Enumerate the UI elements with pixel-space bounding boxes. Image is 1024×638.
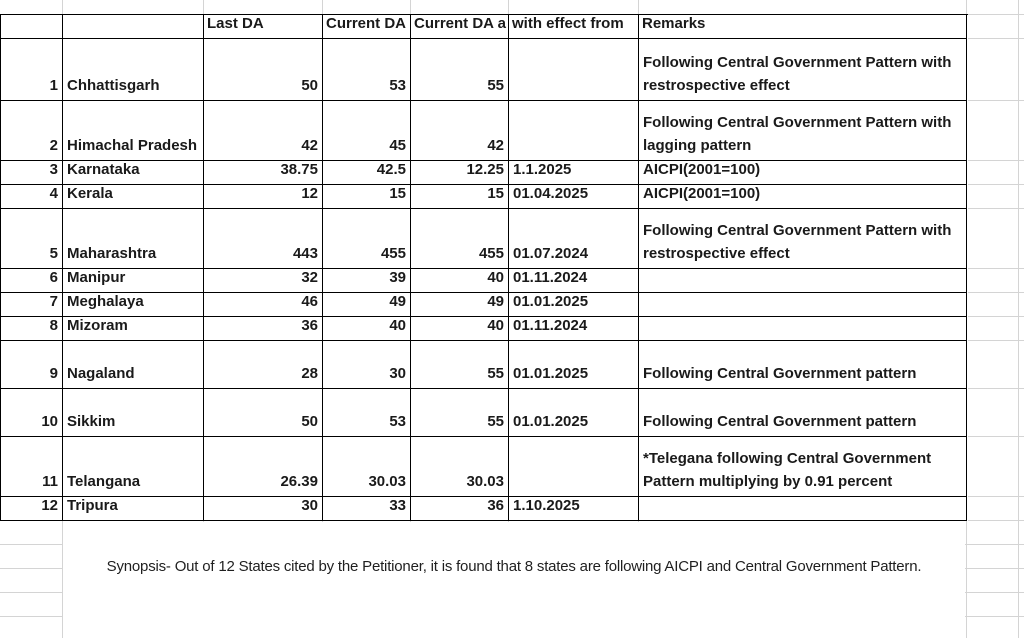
cell-last-da[interactable]: 443 (204, 209, 323, 269)
cell-state[interactable]: Nagaland (63, 341, 204, 389)
cell-state[interactable]: Telangana (63, 437, 204, 497)
cell-state[interactable]: Himachal Pradesh (63, 101, 204, 161)
cell-sno[interactable]: 8 (1, 317, 63, 341)
table-row (1, 39, 968, 101)
cell-effect-from[interactable]: 1.1.2025 (509, 161, 639, 185)
cell-state[interactable]: Manipur (63, 269, 204, 293)
cell-state[interactable]: Kerala (63, 185, 204, 209)
table-row (1, 497, 968, 521)
table-row (1, 101, 968, 161)
cell-remarks[interactable]: *Telegana following Central Government Pattern multiplying by 0.91 percent (639, 437, 967, 497)
cell-current-da-a[interactable]: 49 (411, 293, 509, 317)
cell-last-da[interactable]: 38.75 (204, 161, 323, 185)
table-row (1, 341, 968, 389)
cell-current-da[interactable]: 15 (323, 185, 411, 209)
cell-current-da[interactable]: 455 (323, 209, 411, 269)
cell-last-da[interactable]: 30 (204, 497, 323, 521)
cell-remarks[interactable]: Following Central Government Pattern with lagging pattern (639, 101, 967, 161)
table-row (1, 269, 968, 293)
cell-effect-from[interactable]: 01.11.2024 (509, 269, 639, 293)
cell-current-da[interactable]: 42.5 (323, 161, 411, 185)
table-row (1, 185, 968, 209)
cell-state[interactable]: Meghalaya (63, 293, 204, 317)
cell-last-da[interactable]: 42 (204, 101, 323, 161)
synopsis-text: Synopsis- Out of 12 States cited by the Petitioner, it is found that 8 states are following AICPI and Central Government Pattern. (106, 558, 922, 575)
cell-effect-from[interactable]: 01.11.2024 (509, 317, 639, 341)
cell-current-da-a[interactable]: 55 (411, 341, 509, 389)
cell-current-da-a[interactable]: 42 (411, 101, 509, 161)
cell-effect-from[interactable]: 01.04.2025 (509, 185, 639, 209)
cell-remarks[interactable]: Following Central Government Pattern with restrospective effect (639, 39, 967, 101)
table-body (1, 39, 968, 521)
gridline-vertical (1018, 0, 1019, 638)
cell-current-da[interactable]: 53 (323, 39, 411, 101)
table-row (1, 437, 968, 497)
cell-effect-from[interactable]: 01.01.2025 (509, 389, 639, 437)
cell-sno[interactable]: 1 (1, 39, 63, 101)
table-row (1, 209, 968, 269)
cell-current-da-a[interactable]: 36 (411, 497, 509, 521)
cell-sno[interactable]: 3 (1, 161, 63, 185)
cell-remarks[interactable]: Following Central Government Pattern with restrospective effect (639, 209, 967, 269)
cell-current-da-a[interactable]: 455 (411, 209, 509, 269)
cell-sno[interactable]: 11 (1, 437, 63, 497)
cell-remarks[interactable] (639, 317, 967, 341)
cell-state[interactable]: Tripura (63, 497, 204, 521)
cell-state[interactable]: Sikkim (63, 389, 204, 437)
table-row (1, 161, 968, 185)
cell-remarks[interactable] (639, 497, 967, 521)
da-table (0, 14, 968, 521)
cell-current-da[interactable]: 30 (323, 341, 411, 389)
cell-current-da[interactable]: 53 (323, 389, 411, 437)
cell-current-da-a[interactable]: 55 (411, 389, 509, 437)
cell-current-da-a[interactable]: 55 (411, 39, 509, 101)
cell-state[interactable]: Maharashtra (63, 209, 204, 269)
cell-remarks[interactable]: AICPI(2001=100) (639, 161, 967, 185)
header-cell-current-da-a[interactable]: Current DA a (411, 15, 509, 39)
cell-remarks[interactable] (639, 269, 967, 293)
cell-current-da[interactable]: 40 (323, 317, 411, 341)
cell-remarks[interactable] (639, 293, 967, 317)
cell-remarks[interactable]: Following Central Government pattern (639, 389, 967, 437)
cell-current-da[interactable]: 39 (323, 269, 411, 293)
cell-current-da-a[interactable]: 40 (411, 269, 509, 293)
cell-current-da-a[interactable]: 15 (411, 185, 509, 209)
cell-sno[interactable]: 5 (1, 209, 63, 269)
cell-current-da[interactable]: 45 (323, 101, 411, 161)
synopsis-cell[interactable] (63, 522, 965, 638)
cell-sno[interactable]: 6 (1, 269, 63, 293)
cell-current-da-a[interactable]: 30.03 (411, 437, 509, 497)
cell-effect-from[interactable] (509, 437, 639, 497)
header-cell-last-da[interactable]: Last DA (204, 15, 323, 39)
header-cell-state[interactable] (63, 15, 204, 39)
header-cell-remarks[interactable]: Remarks (639, 15, 967, 39)
cell-last-da[interactable]: 50 (204, 39, 323, 101)
cell-last-da[interactable]: 28 (204, 341, 323, 389)
cell-current-da[interactable]: 30.03 (323, 437, 411, 497)
cell-sno[interactable]: 12 (1, 497, 63, 521)
cell-effect-from[interactable]: 1.10.2025 (509, 497, 639, 521)
cell-sno[interactable]: 9 (1, 341, 63, 389)
cell-effect-from[interactable]: 01.07.2024 (509, 209, 639, 269)
header-cell-current-da[interactable]: Current DA (323, 15, 411, 39)
cell-effect-from[interactable] (509, 39, 639, 101)
cell-current-da[interactable]: 49 (323, 293, 411, 317)
cell-sno[interactable]: 7 (1, 293, 63, 317)
cell-last-da[interactable]: 50 (204, 389, 323, 437)
cell-state[interactable]: Karnataka (63, 161, 204, 185)
cell-state[interactable]: Mizoram (63, 317, 204, 341)
cell-remarks[interactable]: Following Central Government pattern (639, 341, 967, 389)
table-row (1, 317, 968, 341)
cell-last-da[interactable]: 32 (204, 269, 323, 293)
cell-state[interactable]: Chhattisgarh (63, 39, 204, 101)
table-row (1, 389, 968, 437)
cell-last-da[interactable]: 26.39 (204, 437, 323, 497)
cell-remarks[interactable]: AICPI(2001=100) (639, 185, 967, 209)
table-row (1, 293, 968, 317)
cell-sno[interactable]: 2 (1, 101, 63, 161)
cell-current-da-a[interactable]: 40 (411, 317, 509, 341)
cell-sno[interactable]: 4 (1, 185, 63, 209)
cell-current-da[interactable]: 33 (323, 497, 411, 521)
cell-effect-from[interactable]: 01.01.2025 (509, 293, 639, 317)
header-cell-sno[interactable] (1, 15, 63, 39)
cell-last-da[interactable]: 12 (204, 185, 323, 209)
cell-last-da[interactable]: 36 (204, 317, 323, 341)
cell-effect-from[interactable]: 01.01.2025 (509, 341, 639, 389)
cell-last-da[interactable]: 46 (204, 293, 323, 317)
header-cell-with-effect-from[interactable]: with effect from (509, 15, 639, 39)
cell-current-da-a[interactable]: 12.25 (411, 161, 509, 185)
cell-sno[interactable]: 10 (1, 389, 63, 437)
header-row (1, 15, 968, 39)
cell-effect-from[interactable] (509, 101, 639, 161)
